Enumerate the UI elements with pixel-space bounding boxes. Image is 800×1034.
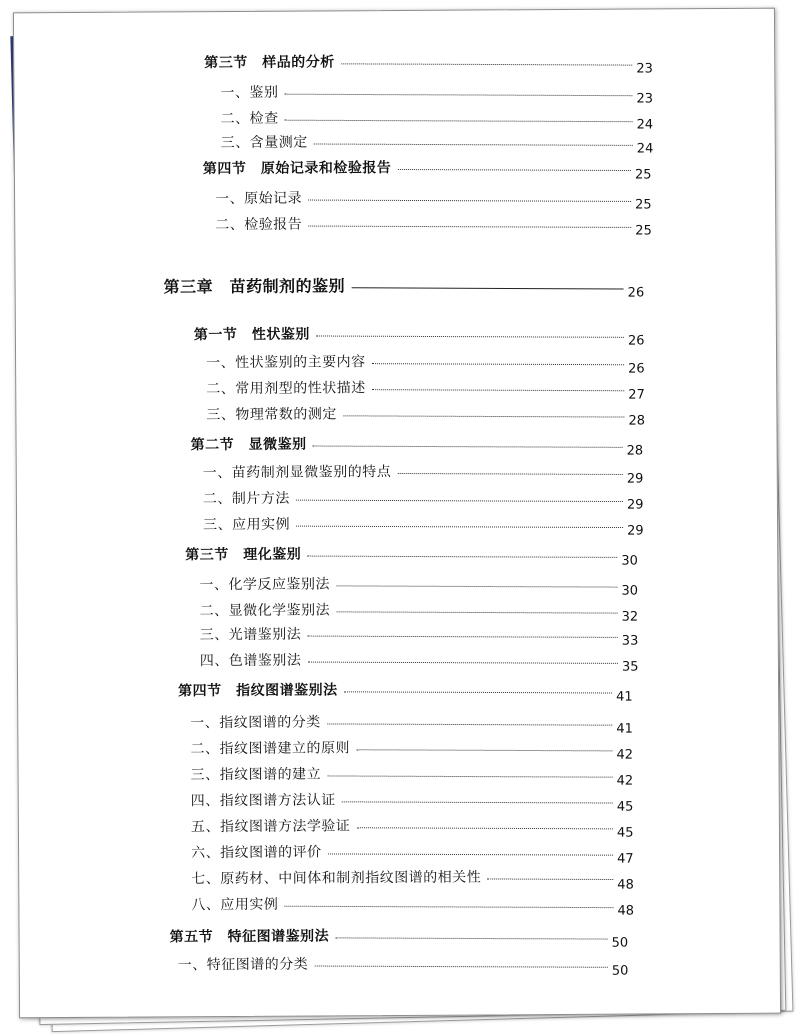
toc-entry-title: 一、苗药制剂显微鉴别的特点 <box>202 464 392 482</box>
toc-entry-title: 三、光谱鉴别法 <box>199 626 302 644</box>
toc-entry-page: 30 <box>621 553 638 569</box>
toc-entry-title: 三、指纹图谱的建立 <box>190 766 322 784</box>
toc-leader <box>285 906 614 908</box>
toc-entry-page: 28 <box>628 413 646 429</box>
toc-leader <box>296 526 623 528</box>
toc-entry-title: 三、应用实例 <box>203 516 291 534</box>
toc-leader <box>344 691 612 693</box>
toc-leader <box>307 556 617 558</box>
toc-section <box>17 541 777 572</box>
toc-leader <box>342 801 613 803</box>
toc-entry-title: 二、制片方法 <box>202 490 290 508</box>
toc-leader <box>336 585 617 587</box>
toc-entry-page: 48 <box>617 877 634 893</box>
toc-entry-page: 47 <box>617 851 634 867</box>
toc-item <box>16 401 776 432</box>
toc-entry-page: 23 <box>636 61 653 77</box>
toc-leader <box>328 853 613 855</box>
toc-entry-page: 25 <box>634 167 652 183</box>
toc-entry-page: 32 <box>621 609 639 625</box>
toc-entry-page: 42 <box>616 773 634 789</box>
table-of-contents <box>14 9 774 979</box>
toc-entry-page: 41 <box>616 689 633 705</box>
toc-entry-title: 五、指纹图谱方法学验证 <box>190 818 351 836</box>
toc-leader <box>372 389 624 391</box>
toc-entry-page: 48 <box>617 903 635 919</box>
toc-section <box>16 321 776 352</box>
toc-entry-title: 第五节 特征图谱鉴别法 <box>169 928 330 946</box>
toc-entry-title: 一、鉴别 <box>220 84 279 102</box>
toc-entry-page: 29 <box>626 471 644 487</box>
toc-leader <box>398 169 631 171</box>
toc-item <box>17 511 777 542</box>
toc-leader <box>285 94 633 97</box>
toc-leader <box>372 363 624 365</box>
toc-leader <box>351 287 623 289</box>
toc-entry-page: 23 <box>636 91 654 107</box>
toc-item <box>15 211 775 242</box>
toc-leader <box>285 120 633 123</box>
toc-leader <box>335 937 607 939</box>
toc-section <box>15 155 775 186</box>
toc-entry-page: 30 <box>621 583 639 599</box>
toc-item <box>19 891 779 922</box>
toc-entry-title: 四、指纹图谱方法认证 <box>190 792 336 810</box>
toc-entry-title: 第三节 理化鉴别 <box>185 546 302 564</box>
toc-entry-title: 六、指纹图谱的评价 <box>191 844 322 862</box>
toc-entry-title: 一、性状鉴别的主要内容 <box>206 354 366 372</box>
toc-leader <box>356 749 612 751</box>
toc-entry-page: 35 <box>621 659 639 675</box>
toc-entry-page: 50 <box>611 963 629 979</box>
toc-entry-title: 第二节 显微鉴别 <box>190 436 307 454</box>
toc-item <box>18 647 778 678</box>
toc-section <box>17 431 777 462</box>
toc-entry-title: 二、检验报告 <box>215 216 303 234</box>
toc-entry-page: 26 <box>627 333 645 349</box>
toc-entry-title: 三、含量测定 <box>220 134 308 152</box>
toc-leader <box>314 144 633 146</box>
toc-chapter <box>16 271 776 302</box>
toc-entry-page: 24 <box>636 117 654 133</box>
toc-entry-page: 28 <box>626 443 644 459</box>
toc-entry-title: 二、检查 <box>220 110 279 128</box>
toc-entry-title: 二、常用剂型的性状描述 <box>206 380 366 398</box>
toc-item <box>20 951 780 982</box>
toc-entry-title: 第四节 原始记录和检验报告 <box>202 160 392 178</box>
toc-entry-title: 二、指纹图谱建立的原则 <box>190 740 350 758</box>
toc-entry-title: 七、原药材、中间体和制剂指纹图谱的相关性 <box>191 869 482 888</box>
toc-leader <box>487 878 613 880</box>
toc-leader <box>314 966 607 968</box>
toc-entry-title: 一、指纹图谱的分类 <box>190 714 321 732</box>
toc-entry-title: 一、化学反应鉴别法 <box>199 576 330 594</box>
toc-entry-page: 26 <box>627 285 645 301</box>
toc-entry-title: 二、显微化学鉴别法 <box>199 602 331 620</box>
toc-section <box>18 677 778 708</box>
toc-entry-page: 27 <box>628 387 645 403</box>
toc-entry-title: 第四节 指纹图谱鉴别法 <box>178 682 338 700</box>
toc-entry-title: 第一节 性状鉴别 <box>193 326 310 344</box>
toc-entry-title: 一、原始记录 <box>215 190 303 208</box>
toc-leader <box>397 473 622 475</box>
toc-entry-page: 45 <box>616 825 634 841</box>
toc-entry-title: 第三节 样品的分析 <box>204 54 335 72</box>
toc-leader <box>308 662 618 664</box>
toc-section <box>14 49 774 80</box>
toc-entry-title: 三、物理常数的测定 <box>206 406 337 424</box>
toc-entry-page: 41 <box>616 721 633 737</box>
toc-entry-page: 25 <box>635 197 652 213</box>
toc-entry-title: 四、色谱鉴别法 <box>199 652 302 670</box>
toc-section <box>20 923 780 954</box>
toc-entry-page: 33 <box>621 633 639 649</box>
toc-leader <box>316 335 624 337</box>
toc-leader <box>313 446 623 448</box>
toc-leader <box>308 200 631 202</box>
toc-entry-page: 26 <box>628 361 645 377</box>
toc-leader <box>343 415 624 417</box>
toc-leader <box>357 827 613 829</box>
toc-leader <box>307 636 617 638</box>
toc-page <box>13 8 781 1019</box>
toc-entry-page: 24 <box>636 141 654 157</box>
toc-entry-page: 42 <box>616 747 634 763</box>
toc-leader <box>296 500 623 502</box>
toc-entry-title: 一、特征图谱的分类 <box>177 956 309 974</box>
toc-entry-page: 29 <box>627 523 644 539</box>
toc-leader <box>308 226 631 228</box>
toc-entry-page: 45 <box>616 799 634 815</box>
toc-leader <box>341 63 632 65</box>
toc-entry-title: 八、应用实例 <box>191 896 279 914</box>
toc-entry-page: 29 <box>626 497 644 513</box>
toc-leader <box>336 611 617 613</box>
toc-entry-title: 第三章 苗药制剂的鉴别 <box>163 276 346 297</box>
toc-leader <box>327 723 612 725</box>
toc-entry-page: 25 <box>635 223 652 239</box>
toc-entry-page: 50 <box>611 935 629 951</box>
toc-leader <box>327 775 612 777</box>
